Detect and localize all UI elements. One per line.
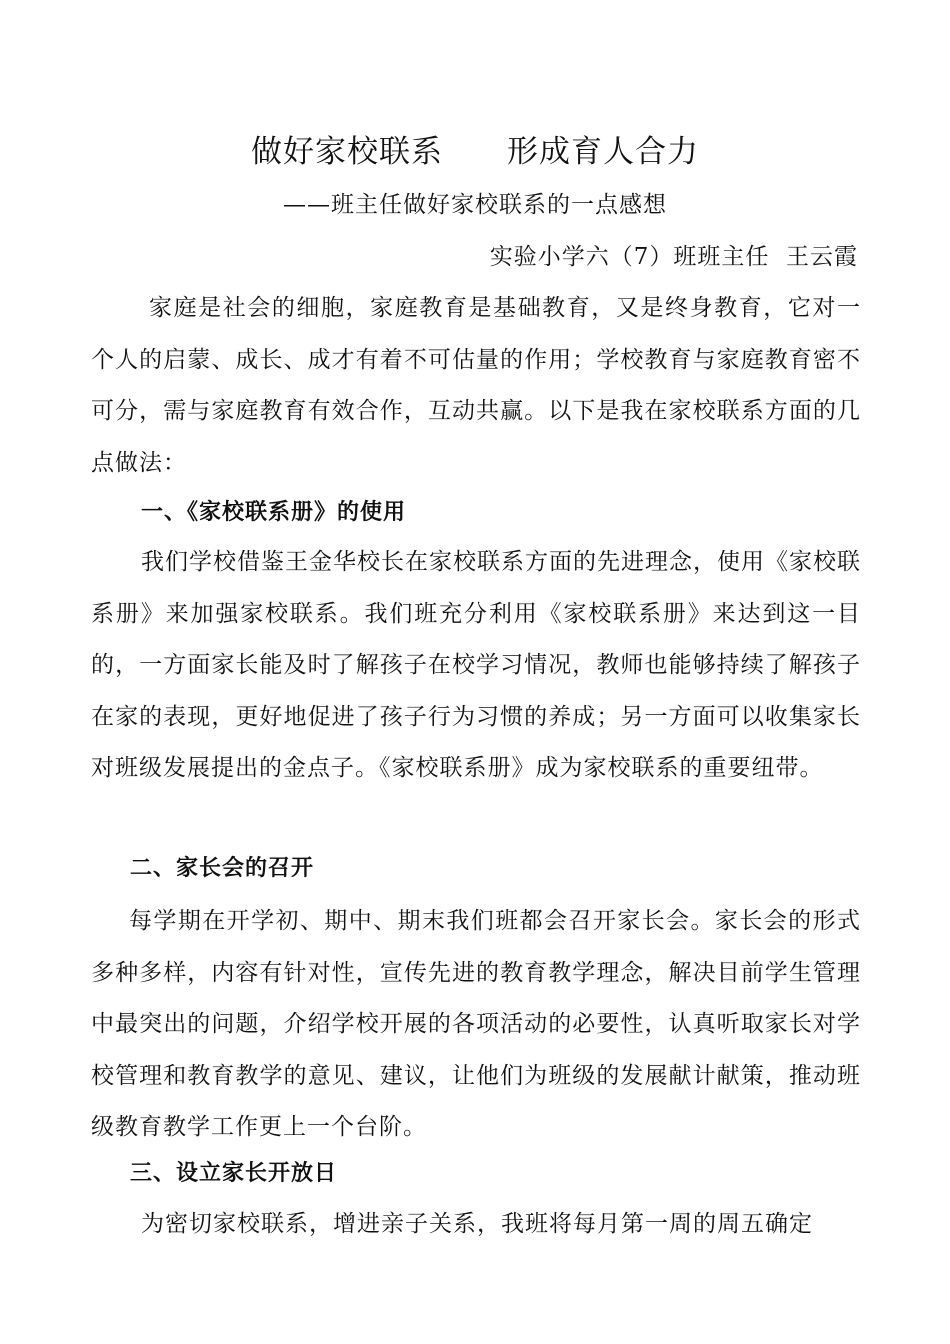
section-heading-3: 三、设立家长开放日	[130, 1161, 338, 1186]
section-heading-2: 二、家长会的召开	[130, 856, 315, 881]
document-subtitle: ——班主任做好家校联系的一点感想	[283, 192, 667, 218]
section-1-paragraph: 我们学校借鉴王金华校长在家校联系方面的先进理念，使用《家校联系册》来加强家校联系。我们班充分利用《家校联系册》来达到这一目的，一方面家长能及时了解孩子在校学习情况，教师也能够持续了解孩子在家的表现，更好地促进了孩子行为习惯的养成；另一方面可以收集家长对班级发展提出的金点子。《家校联系册》成为家校联系的重要纽带。	[91, 549, 861, 781]
section-heading-1: 一、《家校联系册》的使用	[141, 500, 407, 525]
document-title: 做好家校联系 形成育人合力	[251, 134, 699, 170]
author-line: 实验小学六（7）班班主任 王云霞	[489, 244, 858, 270]
section-3-paragraph: 为密切家校联系，增进亲子关系，我班将每月第一周的周五确定	[141, 1211, 813, 1237]
section-2-paragraph: 每学期在开学初、期中、期末我们班都会召开家长会。家长会的形式多种多样，内容有针对性，宣传先进的教育教学理念，解决目前学生管理中最突出的问题，介绍学校开展的各项活动的必要性，认真听取家长对学校管理和教育教学的意见、建议，让他们为班级的发展献计献策，推动班级教育教学工作更上一个台阶。	[91, 908, 861, 1140]
intro-paragraph: 家庭是社会的细胞，家庭教育是基础教育，又是终身教育，它对一个人的启蒙、成长、成才有着不可估量的作用；学校教育与家庭教育密不可分，需与家庭教育有效合作，互动共赢。以下是我在家校联系方面的几点做法：	[91, 295, 861, 476]
